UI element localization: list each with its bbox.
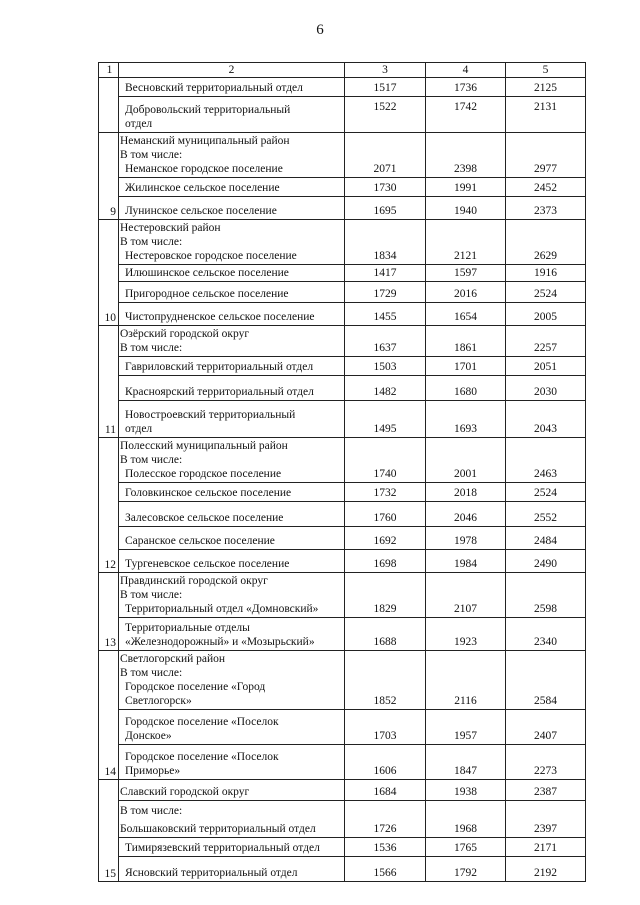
value-col-4: 1736 — [426, 78, 506, 97]
value-col-5: 2005 — [506, 303, 586, 326]
value-col-5: 2552 — [506, 502, 586, 527]
row-name-line-2: отдел — [125, 423, 153, 435]
row-name: Тургеневское сельское поселение — [119, 550, 345, 573]
value-col-5: 2125 — [506, 78, 586, 97]
group-number: 11 — [99, 326, 119, 438]
population-table — [98, 62, 586, 882]
row-name-line-2: отдел — [125, 118, 153, 130]
value-col-3: 1740 — [345, 438, 426, 483]
header-col-5: 5 — [506, 63, 586, 78]
value-col-3: 1726 — [345, 801, 426, 838]
header-row — [99, 63, 586, 78]
value-col-4: 2018 — [426, 483, 506, 502]
value-col-5: 2407 — [506, 710, 586, 745]
value-col-5: 2192 — [506, 857, 586, 882]
value-col-4: 2016 — [426, 282, 506, 303]
table-row — [99, 265, 586, 282]
row-name — [119, 401, 345, 438]
table-row — [99, 197, 586, 220]
value-col-4: 1847 — [426, 745, 506, 780]
group-title: Нестеровский район — [120, 222, 221, 234]
value-col-4: 1978 — [426, 527, 506, 550]
table-row — [99, 97, 586, 133]
value-col-3: 1852 — [345, 651, 426, 710]
value-col-5: 2051 — [506, 357, 586, 376]
header-col-4: 4 — [426, 63, 506, 78]
value-col-5: 2629 — [506, 220, 586, 265]
value-col-3: 1760 — [345, 502, 426, 527]
table-row — [99, 651, 586, 710]
value-col-3: 1536 — [345, 838, 426, 857]
table-row — [99, 326, 586, 357]
value-col-4: 1693 — [426, 401, 506, 438]
value-col-3: 1606 — [345, 745, 426, 780]
table-row — [99, 838, 586, 857]
row-name-line-2: «Железнодорожный» и «Мозырьский» — [125, 636, 315, 648]
value-col-4: 1957 — [426, 710, 506, 745]
row-name — [119, 710, 345, 745]
row-name: Ясновский территориальный отдел — [119, 857, 345, 882]
value-col-4: 2001 — [426, 438, 506, 483]
group-number: 9 — [99, 133, 119, 220]
value-col-5: 2387 — [506, 780, 586, 801]
table-row — [99, 133, 586, 178]
value-col-4: 1968 — [426, 801, 506, 838]
table-row — [99, 527, 586, 550]
value-col-5: 2452 — [506, 178, 586, 197]
value-col-5: 2524 — [506, 282, 586, 303]
group-including: В том числе: — [120, 454, 183, 466]
row-name-line-2: Светлогорск» — [125, 695, 192, 707]
group-number: 13 — [99, 573, 119, 651]
header-col-2: 2 — [119, 63, 345, 78]
group-title: Полесский муниципальный район — [120, 440, 288, 452]
value-col-4: 1701 — [426, 357, 506, 376]
table-row — [99, 801, 586, 838]
value-col-3: 1695 — [345, 197, 426, 220]
group-number: 15 — [99, 780, 119, 882]
value-col-3: 1729 — [345, 282, 426, 303]
table-row — [99, 550, 586, 573]
row-name-line-1: Городское поселение «Поселок — [125, 716, 279, 728]
row-name-line-1: Городское поселение «Город — [125, 681, 266, 693]
group-title: Неманский муниципальный район — [120, 135, 290, 147]
value-col-4: 2398 — [426, 133, 506, 178]
value-col-4: 2046 — [426, 502, 506, 527]
row-name-line-1: Новостроевский территориальный — [125, 409, 296, 421]
row-name — [119, 326, 345, 357]
value-col-5: 2373 — [506, 197, 586, 220]
group-title: Озёрский городской округ — [120, 328, 250, 340]
row-name-line-2: Приморье» — [125, 765, 181, 777]
value-col-5: 2340 — [506, 618, 586, 651]
row-name — [119, 438, 345, 483]
row-name — [119, 801, 345, 838]
value-col-3: 2071 — [345, 133, 426, 178]
value-col-5: 1916 — [506, 265, 586, 282]
row-name — [119, 133, 345, 178]
value-col-3: 1829 — [345, 573, 426, 618]
value-col-3: 1417 — [345, 265, 426, 282]
value-col-5: 2484 — [506, 527, 586, 550]
row-name-line-2: Донское» — [125, 730, 172, 742]
table-row — [99, 78, 586, 97]
value-col-3: 1703 — [345, 710, 426, 745]
table-row — [99, 357, 586, 376]
table-row — [99, 438, 586, 483]
value-col-5: 2598 — [506, 573, 586, 618]
value-col-3: 1566 — [345, 857, 426, 882]
value-col-3: 1730 — [345, 178, 426, 197]
value-col-3: 1732 — [345, 483, 426, 502]
value-col-5: 2584 — [506, 651, 586, 710]
table-row — [99, 220, 586, 265]
value-col-4: 1654 — [426, 303, 506, 326]
value-col-4: 2121 — [426, 220, 506, 265]
value-col-5: 2030 — [506, 376, 586, 401]
value-col-3: 1692 — [345, 527, 426, 550]
table-row — [99, 303, 586, 326]
value-col-3: 1503 — [345, 357, 426, 376]
value-col-3: 1455 — [345, 303, 426, 326]
value-col-5: 2463 — [506, 438, 586, 483]
header-col-3: 3 — [345, 63, 426, 78]
value-col-4: 2116 — [426, 651, 506, 710]
value-col-4: 1765 — [426, 838, 506, 857]
header-col-1: 1 — [99, 63, 119, 78]
table-row — [99, 401, 586, 438]
value-col-3: 1684 — [345, 780, 426, 801]
row-name — [119, 97, 345, 133]
table-row — [99, 502, 586, 527]
page-number: 6 — [316, 22, 324, 38]
row-name: Саранское сельское поселение — [119, 527, 345, 550]
table-row — [99, 282, 586, 303]
row-name — [119, 618, 345, 651]
table-row — [99, 745, 586, 780]
value-col-4: 1938 — [426, 780, 506, 801]
value-col-3: 1637 — [345, 326, 426, 357]
row-name: Илюшинское сельское поселение — [119, 265, 345, 282]
row-name: Весновский территориальный отдел — [119, 78, 345, 97]
value-col-4: 1984 — [426, 550, 506, 573]
value-col-4: 1923 — [426, 618, 506, 651]
row-name: Гавриловский территориальный отдел — [119, 357, 345, 376]
value-col-3: 1482 — [345, 376, 426, 401]
row-name-text: Полесское городское поселение — [125, 468, 282, 480]
value-col-5: 2131 — [506, 97, 586, 133]
table-row — [99, 710, 586, 745]
value-col-5: 2977 — [506, 133, 586, 178]
row-name: Лунинское сельское поселение — [119, 197, 345, 220]
group-including: В том числе: — [120, 805, 183, 817]
row-name: Красноярский территориальный отдел — [119, 376, 345, 401]
group-including: В том числе: — [120, 342, 183, 354]
value-col-3: 1517 — [345, 78, 426, 97]
value-col-5: 2524 — [506, 483, 586, 502]
value-col-3: 1522 — [345, 97, 426, 133]
row-name: Головкинское сельское поселение — [119, 483, 345, 502]
row-name: Пригородное сельское поселение — [119, 282, 345, 303]
value-col-3: 1688 — [345, 618, 426, 651]
row-name-line-1: Территориальные отделы — [125, 622, 250, 634]
group-including: В том числе: — [120, 149, 183, 161]
table-row — [99, 376, 586, 401]
group-number-cell — [99, 78, 119, 133]
value-col-3: 1834 — [345, 220, 426, 265]
row-name: Тимирязевский территориальный отдел — [119, 838, 345, 857]
table-row — [99, 780, 586, 801]
group-including: В том числе: — [120, 236, 183, 248]
row-name — [119, 651, 345, 710]
row-name-line-1: Городское поселение «Поселок — [125, 751, 279, 763]
row-name: Славский городской округ — [119, 780, 345, 801]
row-name — [119, 573, 345, 618]
value-col-5: 2490 — [506, 550, 586, 573]
value-col-3: 1495 — [345, 401, 426, 438]
value-col-5: 2171 — [506, 838, 586, 857]
value-col-4: 1792 — [426, 857, 506, 882]
table-row — [99, 483, 586, 502]
group-title: Правдинский городской округ — [120, 575, 268, 587]
row-name-text: Неманское городское поселение — [125, 163, 283, 175]
row-name-text: Территориальный отдел «Домновский» — [125, 603, 319, 615]
value-col-4: 1597 — [426, 265, 506, 282]
table-row — [99, 618, 586, 651]
value-col-4: 1861 — [426, 326, 506, 357]
value-col-5: 2273 — [506, 745, 586, 780]
table-row — [99, 857, 586, 882]
row-name: Залесовское сельское поселение — [119, 502, 345, 527]
row-name — [119, 745, 345, 780]
group-number: 10 — [99, 220, 119, 326]
row-name — [119, 220, 345, 265]
value-col-3: 1698 — [345, 550, 426, 573]
group-including: В том числе: — [120, 589, 183, 601]
value-col-4: 1680 — [426, 376, 506, 401]
table-row — [99, 178, 586, 197]
value-col-5: 2043 — [506, 401, 586, 438]
row-name-text: Большаковский территориальный отдел — [120, 823, 316, 835]
row-name-line-1: Добровольский территориальный — [125, 104, 291, 116]
group-title: Светлогорский район — [120, 653, 226, 665]
table-row — [99, 573, 586, 618]
value-col-4: 1991 — [426, 178, 506, 197]
value-col-4: 1940 — [426, 197, 506, 220]
row-name: Жилинское сельское поселение — [119, 178, 345, 197]
group-number: 14 — [99, 651, 119, 780]
group-including: В том числе: — [120, 667, 183, 679]
row-name: Чистопрудненское сельское поселение — [119, 303, 345, 326]
group-number: 12 — [99, 438, 119, 573]
value-col-5: 2397 — [506, 801, 586, 838]
value-col-4: 2107 — [426, 573, 506, 618]
value-col-4: 1742 — [426, 97, 506, 133]
row-name-text: Нестеровское городское поселение — [125, 250, 297, 262]
value-col-5: 2257 — [506, 326, 586, 357]
